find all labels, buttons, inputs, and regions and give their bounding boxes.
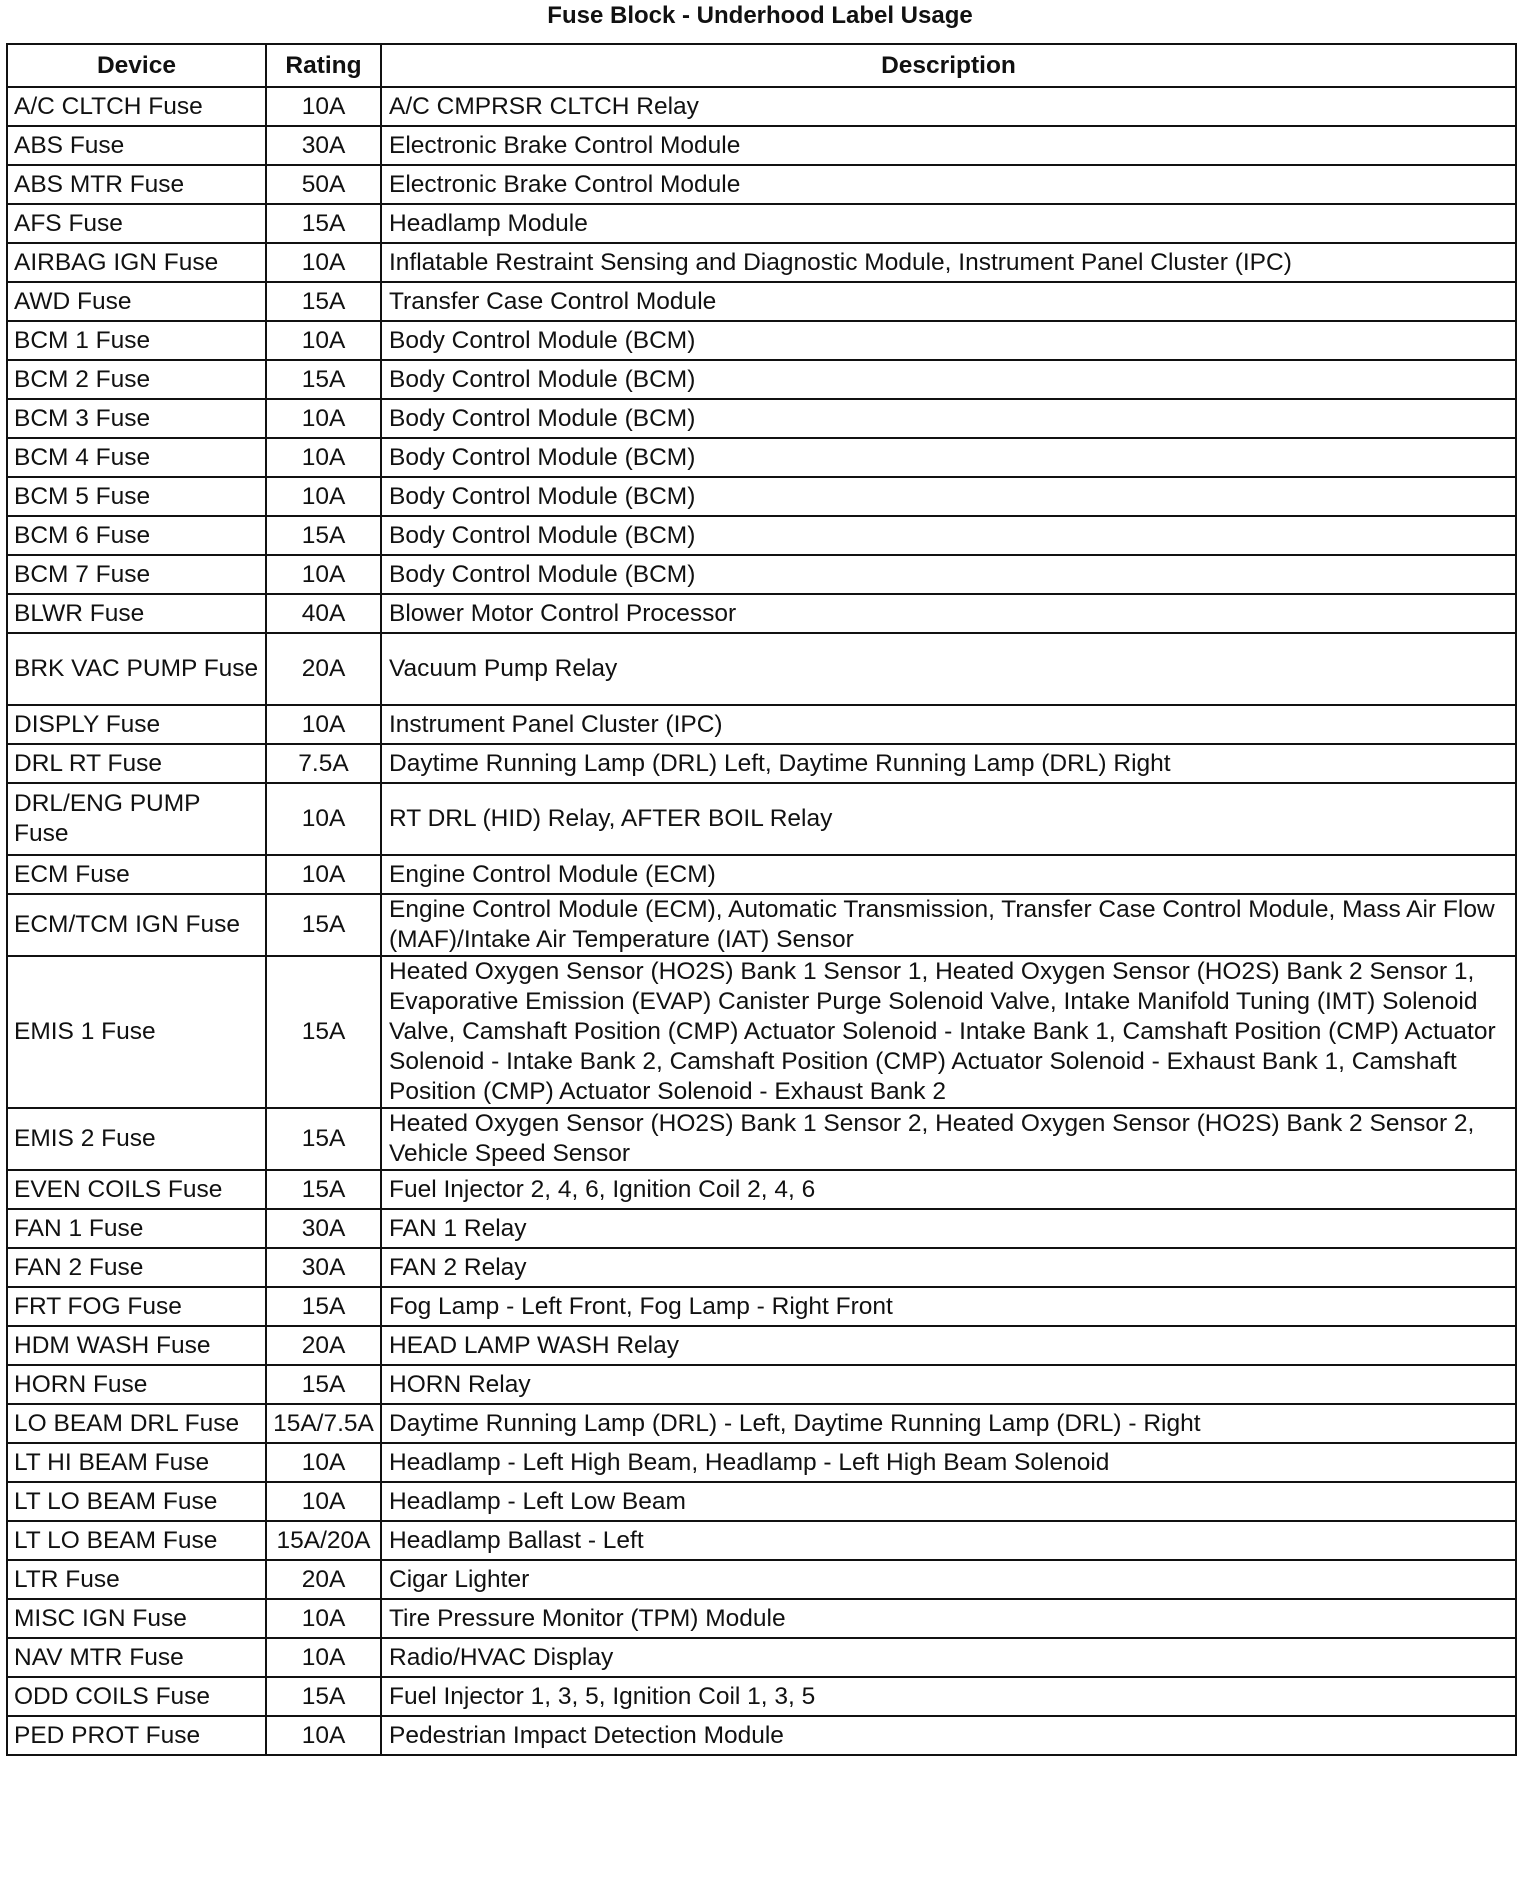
- table-row: [7, 1521, 1516, 1560]
- device-cell: LTR Fuse: [7, 1560, 266, 1599]
- device-cell: BCM 7 Fuse: [7, 555, 266, 594]
- device-cell: ODD COILS Fuse: [7, 1677, 266, 1716]
- rating-cell: 50A: [266, 165, 381, 204]
- rating-cell: 10A: [266, 1443, 381, 1482]
- device-cell: BCM 5 Fuse: [7, 477, 266, 516]
- rating-cell: 15A/7.5A: [266, 1404, 381, 1443]
- table-row: [7, 87, 1516, 126]
- table-row: [7, 1716, 1516, 1755]
- device-cell: FAN 2 Fuse: [7, 1248, 266, 1287]
- description-cell: Fuel Injector 1, 3, 5, Ignition Coil 1, 3, 5: [381, 1677, 1516, 1716]
- description-cell: HORN Relay: [381, 1365, 1516, 1404]
- device-cell: AIRBAG IGN Fuse: [7, 243, 266, 282]
- rating-cell: 15A/20A: [266, 1521, 381, 1560]
- rating-cell: 10A: [266, 555, 381, 594]
- column-header-rating: Rating: [266, 44, 381, 87]
- device-cell: DRL RT Fuse: [7, 744, 266, 783]
- rating-cell: 15A: [266, 1365, 381, 1404]
- table-row: [7, 705, 1516, 744]
- description-cell: Electronic Brake Control Module: [381, 165, 1516, 204]
- device-cell: AWD Fuse: [7, 282, 266, 321]
- table-row: [7, 126, 1516, 165]
- device-cell: EVEN COILS Fuse: [7, 1170, 266, 1209]
- device-cell: HORN Fuse: [7, 1365, 266, 1404]
- device-cell: LT LO BEAM Fuse: [7, 1482, 266, 1521]
- description-cell: Instrument Panel Cluster (IPC): [381, 705, 1516, 744]
- device-cell: AFS Fuse: [7, 204, 266, 243]
- description-cell: Headlamp - Left Low Beam: [381, 1482, 1516, 1521]
- rating-cell: 15A: [266, 360, 381, 399]
- description-cell: Transfer Case Control Module: [381, 282, 1516, 321]
- device-cell: A/C CLTCH Fuse: [7, 87, 266, 126]
- description-cell: Body Control Module (BCM): [381, 360, 1516, 399]
- device-cell: LT LO BEAM Fuse: [7, 1521, 266, 1560]
- description-cell: A/C CMPRSR CLTCH Relay: [381, 87, 1516, 126]
- table-row: [7, 165, 1516, 204]
- table-row: [7, 633, 1516, 705]
- description-cell: Body Control Module (BCM): [381, 516, 1516, 555]
- table-row: [7, 204, 1516, 243]
- device-cell: ABS Fuse: [7, 126, 266, 165]
- description-cell: Heated Oxygen Sensor (HO2S) Bank 1 Sensor 1, Heated Oxygen Sensor (HO2S) Bank 2 Sensor 1, Evaporative Emission (EVAP) Canister Purge Solenoid Valve, Intake Manifold Tuning (IMT) Solenoid Valve, Camshaft Position (CMP) Actuator Solenoid - Intake Bank 1, Camshaft Position (CMP) Actuator Solenoid - Intake Bank 2, Camshaft Position (CMP) Actuator Solenoid - Exhaust Bank 1, Camshaft Position (CMP) Actuator Solenoid - Exhaust Bank 2: [381, 956, 1516, 1108]
- device-cell: BCM 2 Fuse: [7, 360, 266, 399]
- device-cell: BRK VAC PUMP Fuse: [7, 633, 266, 705]
- device-cell: EMIS 2 Fuse: [7, 1108, 266, 1170]
- description-cell: Body Control Module (BCM): [381, 438, 1516, 477]
- table-row: [7, 1365, 1516, 1404]
- rating-cell: 20A: [266, 1326, 381, 1365]
- table-row: [7, 956, 1516, 1108]
- table-row: [7, 894, 1516, 956]
- device-cell: LO BEAM DRL Fuse: [7, 1404, 266, 1443]
- description-cell: RT DRL (HID) Relay, AFTER BOIL Relay: [381, 783, 1516, 855]
- device-cell: BLWR Fuse: [7, 594, 266, 633]
- column-header-description: Description: [381, 44, 1516, 87]
- device-cell: NAV MTR Fuse: [7, 1638, 266, 1677]
- device-cell: PED PROT Fuse: [7, 1716, 266, 1755]
- rating-cell: 15A: [266, 516, 381, 555]
- table-row: [7, 1599, 1516, 1638]
- description-cell: Body Control Module (BCM): [381, 555, 1516, 594]
- device-cell: EMIS 1 Fuse: [7, 956, 266, 1108]
- description-cell: Fuel Injector 2, 4, 6, Ignition Coil 2, 4, 6: [381, 1170, 1516, 1209]
- table-row: [7, 1443, 1516, 1482]
- rating-cell: 7.5A: [266, 744, 381, 783]
- table-row: [7, 1326, 1516, 1365]
- rating-cell: 10A: [266, 705, 381, 744]
- description-cell: Fog Lamp - Left Front, Fog Lamp - Right Front: [381, 1287, 1516, 1326]
- rating-cell: 10A: [266, 783, 381, 855]
- description-cell: Headlamp Ballast - Left: [381, 1521, 1516, 1560]
- fuse-table: [6, 43, 1517, 1756]
- device-cell: BCM 4 Fuse: [7, 438, 266, 477]
- table-row: [7, 1404, 1516, 1443]
- rating-cell: 15A: [266, 1170, 381, 1209]
- description-cell: Daytime Running Lamp (DRL) Left, Daytime Running Lamp (DRL) Right: [381, 744, 1516, 783]
- description-cell: Electronic Brake Control Module: [381, 126, 1516, 165]
- device-cell: FAN 1 Fuse: [7, 1209, 266, 1248]
- device-cell: ECM Fuse: [7, 855, 266, 894]
- rating-cell: 15A: [266, 1287, 381, 1326]
- rating-cell: 10A: [266, 1716, 381, 1755]
- description-cell: Body Control Module (BCM): [381, 321, 1516, 360]
- table-row: [7, 399, 1516, 438]
- device-cell: BCM 1 Fuse: [7, 321, 266, 360]
- rating-cell: 10A: [266, 1638, 381, 1677]
- rating-cell: 15A: [266, 204, 381, 243]
- rating-cell: 40A: [266, 594, 381, 633]
- table-row: [7, 1287, 1516, 1326]
- table-row: [7, 783, 1516, 855]
- rating-cell: 10A: [266, 321, 381, 360]
- table-row: [7, 744, 1516, 783]
- table-row: [7, 1248, 1516, 1287]
- description-cell: Cigar Lighter: [381, 1560, 1516, 1599]
- table-row: [7, 243, 1516, 282]
- description-cell: Heated Oxygen Sensor (HO2S) Bank 1 Sensor 2, Heated Oxygen Sensor (HO2S) Bank 2 Sensor 2, Vehicle Speed Sensor: [381, 1108, 1516, 1170]
- device-cell: MISC IGN Fuse: [7, 1599, 266, 1638]
- rating-cell: 20A: [266, 633, 381, 705]
- description-cell: Pedestrian Impact Detection Module: [381, 1716, 1516, 1755]
- description-cell: FAN 2 Relay: [381, 1248, 1516, 1287]
- description-cell: Daytime Running Lamp (DRL) - Left, Daytime Running Lamp (DRL) - Right: [381, 1404, 1516, 1443]
- rating-cell: 15A: [266, 894, 381, 956]
- table-row: [7, 360, 1516, 399]
- table-row: [7, 1638, 1516, 1677]
- rating-cell: 15A: [266, 1677, 381, 1716]
- description-cell: HEAD LAMP WASH Relay: [381, 1326, 1516, 1365]
- device-cell: HDM WASH Fuse: [7, 1326, 266, 1365]
- rating-cell: 15A: [266, 282, 381, 321]
- description-cell: Body Control Module (BCM): [381, 477, 1516, 516]
- table-row: [7, 555, 1516, 594]
- table-row: [7, 1209, 1516, 1248]
- rating-cell: 10A: [266, 1599, 381, 1638]
- page-title: Fuse Block - Underhood Label Usage: [547, 2, 973, 29]
- rating-cell: 30A: [266, 126, 381, 165]
- device-cell: ABS MTR Fuse: [7, 165, 266, 204]
- description-cell: Engine Control Module (ECM), Automatic Transmission, Transfer Case Control Module, Mass Air Flow (MAF)/Intake Air Temperature (IAT) Sensor: [381, 894, 1516, 956]
- rating-cell: 10A: [266, 855, 381, 894]
- table-row: [7, 438, 1516, 477]
- table-row: [7, 477, 1516, 516]
- table-row: [7, 282, 1516, 321]
- description-cell: Engine Control Module (ECM): [381, 855, 1516, 894]
- table-header-row: [7, 44, 1516, 87]
- description-cell: Body Control Module (BCM): [381, 399, 1516, 438]
- column-header-device: Device: [7, 44, 266, 87]
- rating-cell: 10A: [266, 243, 381, 282]
- rating-cell: 15A: [266, 1108, 381, 1170]
- table-row: [7, 1170, 1516, 1209]
- description-cell: Headlamp Module: [381, 204, 1516, 243]
- device-cell: FRT FOG Fuse: [7, 1287, 266, 1326]
- table-row: [7, 1560, 1516, 1599]
- device-cell: DISPLY Fuse: [7, 705, 266, 744]
- table-row: [7, 321, 1516, 360]
- device-cell: ECM/TCM IGN Fuse: [7, 894, 266, 956]
- rating-cell: 10A: [266, 477, 381, 516]
- rating-cell: 10A: [266, 399, 381, 438]
- rating-cell: 20A: [266, 1560, 381, 1599]
- rating-cell: 10A: [266, 438, 381, 477]
- device-cell: DRL/ENG PUMP Fuse: [7, 783, 266, 855]
- description-cell: Radio/HVAC Display: [381, 1638, 1516, 1677]
- description-cell: Blower Motor Control Processor: [381, 594, 1516, 633]
- device-cell: BCM 3 Fuse: [7, 399, 266, 438]
- table-row: [7, 1677, 1516, 1716]
- rating-cell: 10A: [266, 1482, 381, 1521]
- description-cell: FAN 1 Relay: [381, 1209, 1516, 1248]
- description-cell: Tire Pressure Monitor (TPM) Module: [381, 1599, 1516, 1638]
- table-row: [7, 855, 1516, 894]
- table-row: [7, 516, 1516, 555]
- rating-cell: 30A: [266, 1209, 381, 1248]
- device-cell: BCM 6 Fuse: [7, 516, 266, 555]
- table-row: [7, 1108, 1516, 1170]
- description-cell: Vacuum Pump Relay: [381, 633, 1516, 705]
- rating-cell: 30A: [266, 1248, 381, 1287]
- device-cell: LT HI BEAM Fuse: [7, 1443, 266, 1482]
- description-cell: Inflatable Restraint Sensing and Diagnostic Module, Instrument Panel Cluster (IPC): [381, 243, 1516, 282]
- description-cell: Headlamp - Left High Beam, Headlamp - Left High Beam Solenoid: [381, 1443, 1516, 1482]
- table-row: [7, 594, 1516, 633]
- table-row: [7, 1482, 1516, 1521]
- rating-cell: 15A: [266, 956, 381, 1108]
- rating-cell: 10A: [266, 87, 381, 126]
